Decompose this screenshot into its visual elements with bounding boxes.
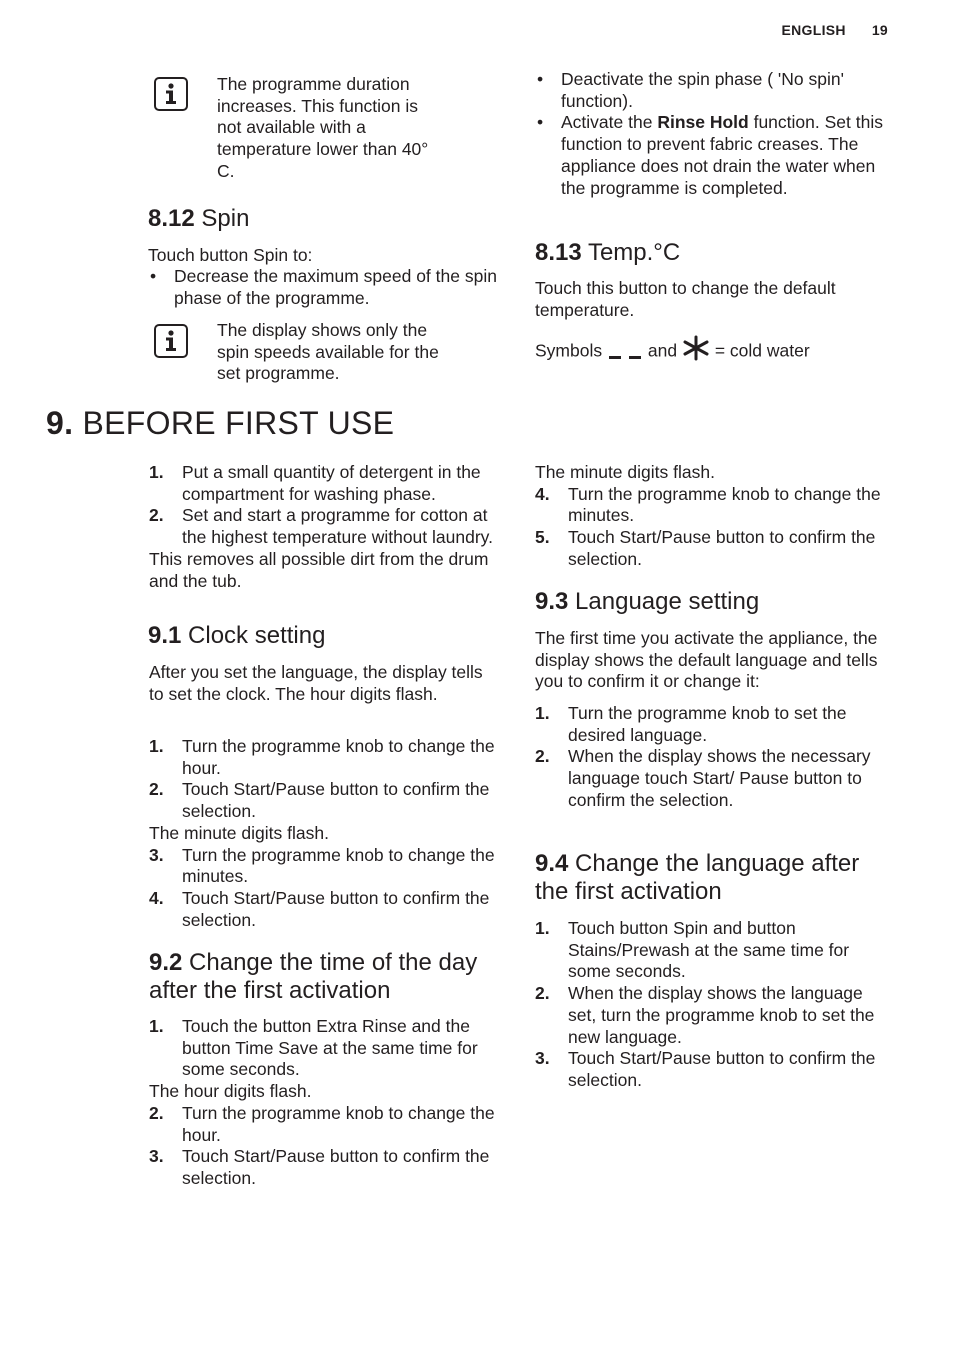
steps-list	[149, 736, 504, 823]
step-item	[149, 779, 504, 822]
heading-text: Change the time of the day after the first activation	[149, 949, 478, 1004]
list-item: • Deactivate the spin phase ( 'No spin' function).	[537, 69, 844, 111]
change-language-steps	[535, 918, 890, 1092]
info-icon	[154, 77, 188, 111]
step-item	[149, 736, 504, 779]
clock-steps-cont	[535, 462, 890, 571]
heading-text: Spin	[201, 205, 250, 232]
spin-intro: Touch button Spin to:	[148, 245, 313, 265]
spin-bullets-cont	[535, 69, 891, 199]
heading-number: 9.1	[148, 622, 182, 649]
time-steps	[149, 1016, 504, 1190]
step-item	[149, 1016, 504, 1081]
heading-number: 9.4	[535, 850, 569, 877]
step-item	[149, 462, 504, 505]
heading-text: Change the language after the first activation	[535, 850, 860, 905]
steps-list	[149, 1016, 504, 1081]
time-mid-note: The hour digits flash.	[149, 1081, 312, 1102]
dash-dash-icon	[607, 346, 643, 354]
step-text: Turn the programme knob to change the minutes.	[182, 844, 495, 887]
step-number: 5.	[535, 527, 550, 548]
step-text: When the display shows the necessary language touch Start/ Pause button to confirm the selection.	[568, 746, 871, 810]
heading-number: 8.12	[148, 205, 195, 232]
list-item: • Activate the Rinse Hold function. Set this function to prevent fabric creases. The appliance does not drain the water when the programme is completed.	[537, 112, 883, 198]
step-item	[149, 505, 504, 548]
symbols-line: Symbols and = cold water	[535, 339, 810, 365]
spin-bullets	[148, 266, 498, 309]
step-text: Turn the programme knob to set the desired language.	[568, 703, 847, 745]
step-text: Touch Start/Pause button to confirm the selection.	[568, 1048, 876, 1090]
heading-9-2	[149, 949, 499, 1005]
step-text: Turn the programme knob to change the hour.	[182, 1102, 495, 1145]
heading-number: 9.	[46, 405, 74, 441]
step-number: 1.	[535, 918, 550, 938]
step-item	[149, 888, 504, 931]
note-spin-speeds: The display shows only the spin speeds available for the set programme.	[217, 320, 439, 384]
heading-9-1	[148, 622, 325, 650]
steps-list	[149, 845, 504, 932]
info-icon	[154, 324, 188, 358]
list-item: • Decrease the maximum speed of the spin phase of the programme.	[150, 266, 497, 308]
snowflake-icon	[682, 335, 710, 361]
step-item	[535, 527, 890, 570]
section-9-note: This removes all possible dirt from the drum and the tub.	[149, 548, 489, 591]
clock-intro: After you set the language, the display tells to set the clock. The hour digits flash.	[149, 662, 483, 704]
step-item	[535, 983, 890, 1048]
minute-note: The minute digits flash.	[535, 462, 715, 482]
heading-number: 9.2	[149, 949, 183, 976]
step-item	[535, 484, 890, 527]
page-header	[755, 22, 888, 38]
language-steps	[535, 703, 890, 812]
steps-list	[535, 918, 890, 1092]
step-item	[149, 1103, 504, 1146]
language-intro: The first time you activate the appliance, the display shows the default language and tells you to confirm it or change it:	[535, 628, 878, 692]
step-number: 1.	[535, 703, 550, 723]
steps-list	[535, 484, 890, 571]
steps-list	[149, 1103, 504, 1190]
step-text: Turn the programme knob to change the minutes.	[568, 483, 881, 526]
heading-section-9	[46, 405, 394, 441]
step-item	[535, 918, 890, 983]
step-text: When the display shows the language set, turn the programme knob to set the new language.	[568, 983, 875, 1047]
step-number: 1.	[149, 1016, 164, 1036]
heading-text: Temp.°C	[587, 239, 681, 266]
heading-8-13	[535, 239, 680, 267]
step-number: 2.	[149, 505, 164, 526]
step-item	[535, 1048, 890, 1091]
step-text: Touch Start/Pause button to confirm the selection.	[182, 887, 490, 930]
clock-mid-note: The minute digits flash.	[149, 822, 329, 843]
header-language: ENGLISH	[781, 22, 846, 38]
step-number: 2.	[149, 779, 164, 800]
step-number: 2.	[535, 746, 550, 767]
step-number: 3.	[149, 844, 164, 865]
step-number: 2.	[149, 1102, 164, 1123]
step-text: Turn the programme knob to change the hour.	[182, 736, 495, 778]
note-programme-duration: The programme duration increases. This function is not available with a temperature lower than 40° C.	[217, 74, 429, 181]
step-item	[149, 845, 504, 888]
heading-9-3	[535, 588, 759, 616]
step-text: Touch Start/Pause button to confirm the selection.	[182, 1146, 490, 1188]
step-text: Touch the button Extra Rinse and the button Time Save at the same time for some seconds.	[182, 1016, 478, 1080]
step-number: 4.	[149, 887, 164, 908]
heading-8-12	[148, 205, 249, 233]
heading-text: Clock setting	[188, 622, 326, 649]
step-item	[535, 746, 890, 811]
step-item	[535, 703, 890, 746]
step-number: 3.	[535, 1048, 550, 1069]
step-number: 2.	[535, 983, 550, 1004]
step-text: Put a small quantity of detergent in the compartment for washing phase.	[182, 462, 481, 504]
heading-number: 9.3	[535, 588, 569, 615]
heading-text: Language setting	[575, 588, 760, 615]
step-number: 4.	[535, 483, 550, 504]
step-number: 1.	[149, 462, 164, 482]
step-text: Touch button Spin and button Stains/Prewash at the same time for some seconds.	[568, 918, 850, 982]
step-text: Set and start a programme for cotton at the highest temperature without laundry.	[182, 505, 493, 548]
step-text: Touch Start/Pause button to confirm the selection.	[182, 779, 490, 822]
page-number: 19	[871, 22, 888, 38]
clock-steps	[149, 736, 504, 931]
step-number: 1.	[149, 736, 164, 756]
steps-list	[149, 462, 504, 549]
heading-number: 8.13	[535, 239, 582, 266]
step-number: 3.	[149, 1146, 164, 1167]
heading-text: BEFORE FIRST USE	[82, 405, 395, 441]
step-item	[149, 1146, 504, 1189]
heading-9-4	[535, 850, 895, 906]
steps-list	[535, 703, 890, 812]
section-9-intro	[149, 462, 504, 592]
step-text: Touch Start/Pause button to confirm the selection.	[568, 527, 876, 569]
temp-paragraph: Touch this button to change the default temperature.	[535, 278, 836, 320]
